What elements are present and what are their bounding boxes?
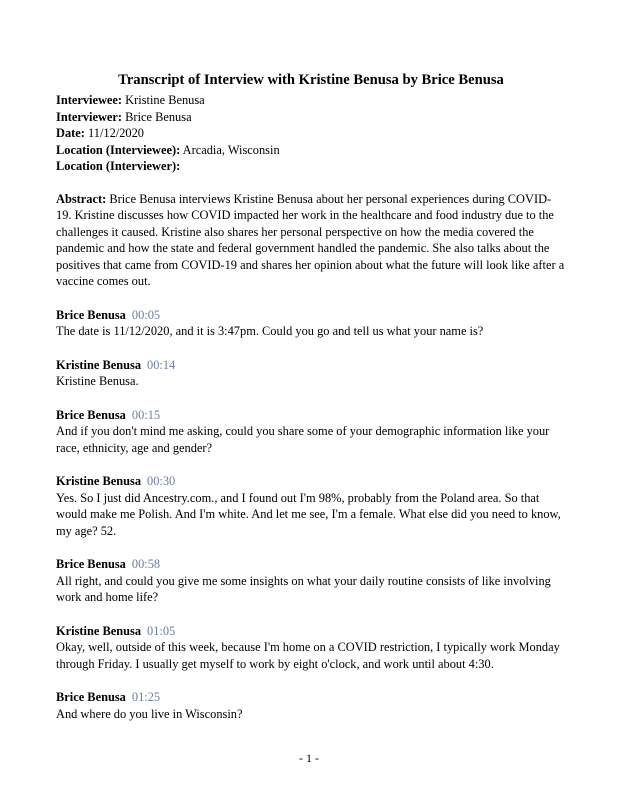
transcript-entry bbox=[56, 473, 566, 539]
speech-text: And if you don't mind me asking, could you share some of your demographic information like your race, ethnicity, age and gender? bbox=[56, 424, 550, 455]
transcript-entry bbox=[56, 307, 566, 340]
meta-location-interviewee bbox=[56, 142, 566, 159]
timestamp: 00:05 bbox=[131, 307, 161, 322]
meta-label: Date: bbox=[56, 126, 85, 140]
meta-interviewer bbox=[56, 109, 566, 126]
speaker-name: Brice Benusa bbox=[56, 407, 126, 422]
page-number: - 1 - bbox=[299, 751, 319, 765]
meta-label: Location (Interviewee): bbox=[56, 142, 181, 157]
speaker-name: Kristine Benusa bbox=[56, 474, 142, 488]
meta-date bbox=[56, 125, 566, 142]
timestamp: 00:58 bbox=[131, 557, 161, 571]
speech-text: The date is 11/12/2020, and it is 3:47pm. Could you go and tell us what your name is? bbox=[56, 324, 484, 338]
abstract-label: Abstract: bbox=[56, 191, 107, 206]
transcript-entry bbox=[56, 556, 566, 606]
speaker-name: Brice Benusa bbox=[56, 557, 126, 571]
transcript-entry bbox=[56, 357, 566, 390]
meta-value: Kristine Benusa bbox=[125, 93, 205, 107]
timestamp: 00:14 bbox=[147, 357, 176, 372]
document-title: Transcript of Interview with Kristine Benusa by Brice Benusa bbox=[118, 72, 504, 88]
speech-text: Kristine Benusa. bbox=[56, 374, 139, 388]
speech-text: All right, and could you give me some insights on what your daily routine consists of like involving work and home life? bbox=[56, 573, 551, 604]
meta-value: 11/12/2020 bbox=[88, 126, 145, 140]
transcript-page bbox=[56, 70, 566, 722]
meta-label: Interviewee: bbox=[56, 93, 123, 107]
meta-interviewee bbox=[56, 92, 566, 109]
speaker-name: Kristine Benusa bbox=[56, 357, 142, 372]
meta-label: Location (Interviewer): bbox=[56, 159, 181, 173]
meta-value: Arcadia, Wisconsin bbox=[182, 142, 280, 157]
transcript-entry bbox=[56, 689, 566, 722]
abstract bbox=[56, 191, 566, 290]
meta-label: Interviewer: bbox=[56, 109, 123, 124]
speech-text: And where do you live in Wisconsin? bbox=[56, 706, 243, 721]
timestamp: 00:30 bbox=[147, 474, 176, 488]
speaker-name: Brice Benusa bbox=[56, 307, 126, 322]
speech-text: Yes. So I just did Ancestry.com., and I found out I'm 98%, probably from the Poland area. So that would make me Polish. And I'm white. And let me see, I'm a female. What else did you need to know, my age? 52. bbox=[56, 490, 561, 538]
meta-location-interviewer bbox=[56, 158, 566, 175]
timestamp: 01:05 bbox=[147, 623, 176, 638]
transcript-entry bbox=[56, 623, 566, 673]
metadata-block bbox=[56, 92, 566, 175]
meta-value: Brice Benusa bbox=[125, 109, 192, 124]
timestamp: 01:25 bbox=[131, 690, 161, 704]
abstract-text: Brice Benusa interviews Kristine Benusa about her personal experiences during COVID-19. Kristine discusses how COVID impacted her work in the healthcare and food industry due to the challenges it caused. Kristine also shares her personal perspective on how the media covered the pandemic and how the state and federal government handled the pandemic. She also talks about the positives that came from COVID-19 and shares her opinion about what the future will look like after a vaccine comes out. bbox=[56, 191, 565, 288]
speech-text: Okay, well, outside of this week, because I'm home on a COVID restriction, I typically work Monday through Friday. I usually get myself to work by eight o'clock, and work until about 4:30. bbox=[56, 640, 560, 671]
speaker-name: Brice Benusa bbox=[56, 690, 126, 704]
transcript-entry bbox=[56, 407, 566, 457]
speaker-name: Kristine Benusa bbox=[56, 623, 142, 638]
timestamp: 00:15 bbox=[131, 407, 161, 422]
